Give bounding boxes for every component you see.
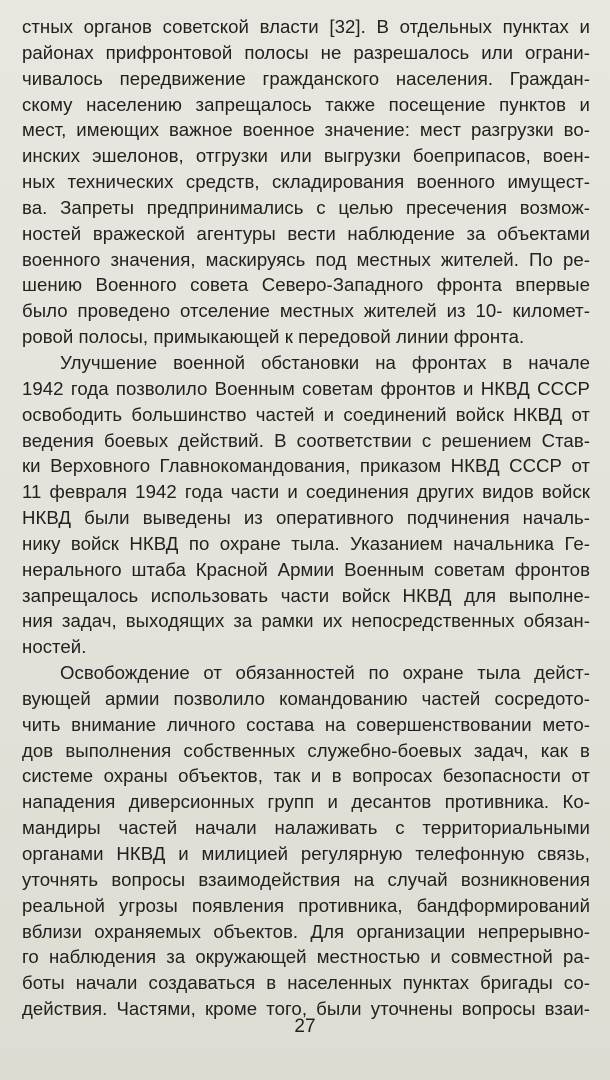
paragraph-3: [22, 660, 590, 1022]
text-line: 11 февраля 1942 года части и соединения других видов войск: [22, 481, 590, 503]
text-line: ва. Запреты предпринимались с целью пресечения возмож-: [22, 196, 590, 218]
text-line: шению Военного совета Северо-Западного фронта впервые: [22, 274, 590, 296]
text-line: 1942 года позволило Военным советам фронтов и НКВД СССР: [22, 377, 590, 399]
paragraph-2: [22, 350, 590, 660]
text-line: Улучшение военной обстановки на фронтах в начале: [60, 351, 590, 373]
body-text: [22, 14, 590, 1022]
text-line: нику войск НКВД по охране тыла. Указанием начальника Ге-: [22, 532, 590, 554]
text-line: инских эшелонов, отгрузки или выгрузки боеприпасов, воен-: [22, 145, 590, 167]
text-line: нерального штаба Красной Армии Военным советам фронтов: [22, 558, 590, 580]
text-line: НКВД были выведены из оперативного подчинения началь-: [22, 507, 590, 529]
text-line: стных органов советской власти [32]. В отдельных пунктах и: [22, 16, 590, 37]
text-line: ностей.: [22, 636, 87, 658]
text-line: уточнять вопросы взаимодействия на случай возникновения: [22, 868, 590, 890]
text-line: ки Верховного Главнокомандования, приказом НКВД СССР от: [22, 455, 590, 477]
text-line: мандиры частей начали налаживать с территориальными: [22, 817, 590, 839]
text-line: ровой полосы, примыкающей к передовой линии фронта.: [22, 326, 525, 348]
text-line: районах прифронтовой полосы не разрешалось или ограни-: [22, 41, 590, 63]
text-line: ных технических средств, складирования военного имущест-: [22, 171, 590, 193]
text-line: действия. Частями, кроме того, были уточнены вопросы взаи-: [22, 998, 590, 1020]
text-line: вблизи охраняемых объектов. Для организации непрерывно-: [22, 920, 590, 942]
paragraph-1: [22, 14, 590, 350]
text-line: ностей вражеской агентуры вести наблюдение за объектами: [22, 222, 590, 244]
text-line: скому населению запрещалось также посещение пунктов и: [22, 93, 590, 115]
text-line: боты начали создаваться в населенных пунктах бригады со-: [22, 972, 590, 994]
text-line: дов выполнения собственных служебно-боевых задач, как в: [22, 739, 590, 761]
text-line: чивалось передвижение гражданского населения. Граждан-: [22, 67, 590, 89]
text-line: вующей армии позволило командованию частей сосредото-: [22, 687, 590, 709]
text-line: освободить большинство частей и соединений войск НКВД от: [22, 403, 590, 425]
text-line: нападения диверсионных групп и десантов противника. Ко-: [22, 791, 590, 813]
text-line: го наблюдения за окружающей местностью и совместной ра-: [22, 946, 590, 968]
text-line: запрещалось использовать части войск НКВД для выполне-: [22, 584, 590, 606]
text-line: ния задач, выходящих за рамки их непосредственных обязан-: [22, 610, 590, 632]
text-line: было проведено отселение местных жителей из 10- километ-: [22, 300, 590, 322]
text-line: системе охраны объектов, так и в вопросах безопасности от: [22, 765, 590, 787]
text-line: мест, имеющих важное военное значение: мест разгрузки во-: [22, 119, 590, 141]
text-line: ведения боевых действий. В соответствии с решением Став-: [22, 429, 590, 451]
text-line: чить внимание личного состава на совершенствовании мето-: [22, 713, 590, 735]
text-line: военного значения, маскируясь под местных жителей. По ре-: [22, 248, 590, 270]
page-number: 27: [294, 1016, 316, 1037]
text-line: органами НКВД и милицией регулярную телефонную связь,: [22, 843, 590, 864]
text-line: реальной угрозы появления противника, бандформирований: [22, 894, 590, 916]
text-line: Освобождение от обязанностей по охране тыла дейст-: [60, 662, 590, 684]
